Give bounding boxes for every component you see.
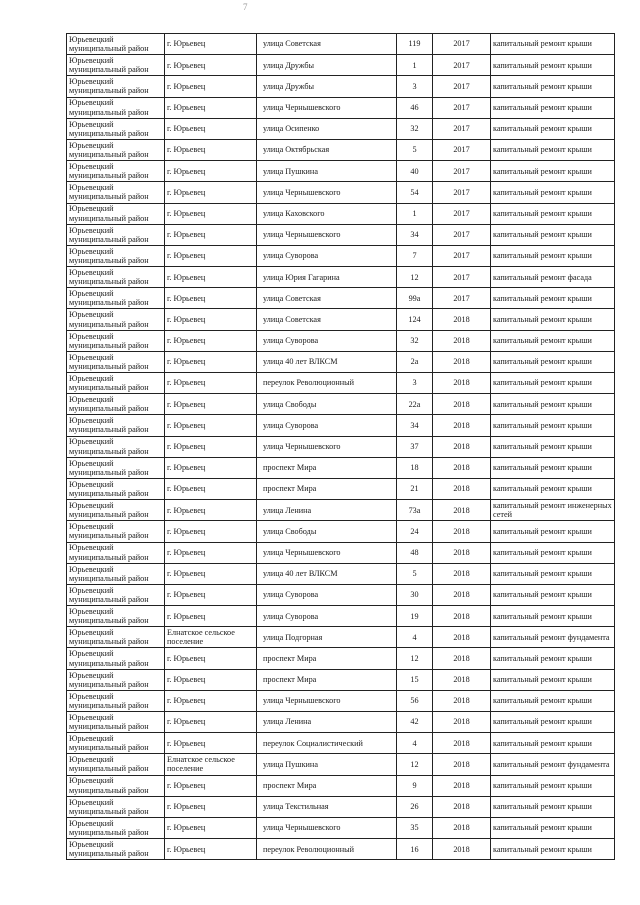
year-cell: 2017 bbox=[433, 245, 491, 266]
year-cell: 2018 bbox=[433, 648, 491, 669]
table-row bbox=[67, 457, 615, 478]
district-cell: Юрьевецкий муниципальный район bbox=[67, 267, 165, 288]
district-cell: Юрьевецкий муниципальный район bbox=[67, 97, 165, 118]
house-cell: 3 bbox=[397, 76, 433, 97]
table-row bbox=[67, 542, 615, 563]
work-cell: капитальный ремонт крыши bbox=[491, 796, 615, 817]
district-cell: Юрьевецкий муниципальный район bbox=[67, 542, 165, 563]
district-cell: Юрьевецкий муниципальный район bbox=[67, 775, 165, 796]
house-cell: 4 bbox=[397, 733, 433, 754]
year-cell: 2017 bbox=[433, 76, 491, 97]
year-cell: 2018 bbox=[433, 309, 491, 330]
district-cell: Юрьевецкий муниципальный район bbox=[67, 351, 165, 372]
table-row bbox=[67, 224, 615, 245]
settlement-cell: г. Юрьевец bbox=[165, 733, 257, 754]
street-cell: улица Суворова bbox=[257, 606, 397, 627]
street-cell: улица Советская bbox=[257, 309, 397, 330]
settlement-cell: г. Юрьевец bbox=[165, 118, 257, 139]
street-cell: улица Чернышевского bbox=[257, 97, 397, 118]
table-row bbox=[67, 733, 615, 754]
street-cell: проспект Мира bbox=[257, 648, 397, 669]
table-row bbox=[67, 118, 615, 139]
house-cell: 18 bbox=[397, 457, 433, 478]
district-cell: Юрьевецкий муниципальный район bbox=[67, 394, 165, 415]
year-cell: 2018 bbox=[433, 373, 491, 394]
work-cell: капитальный ремонт крыши bbox=[491, 606, 615, 627]
district-cell: Юрьевецкий муниципальный район bbox=[67, 245, 165, 266]
settlement-cell: г. Юрьевец bbox=[165, 224, 257, 245]
year-cell: 2018 bbox=[433, 500, 491, 521]
settlement-cell: г. Юрьевец bbox=[165, 288, 257, 309]
work-cell: капитальный ремонт крыши bbox=[491, 55, 615, 76]
year-cell: 2018 bbox=[433, 733, 491, 754]
district-cell: Юрьевецкий муниципальный район bbox=[67, 669, 165, 690]
house-cell: 5 bbox=[397, 139, 433, 160]
street-cell: улица Текстильная bbox=[257, 796, 397, 817]
table-row bbox=[67, 309, 615, 330]
street-cell: улица Пушкина bbox=[257, 161, 397, 182]
table-row bbox=[67, 500, 615, 521]
table-row bbox=[67, 76, 615, 97]
house-cell: 35 bbox=[397, 817, 433, 838]
house-cell: 119 bbox=[397, 34, 433, 55]
settlement-cell: г. Юрьевец bbox=[165, 584, 257, 605]
work-cell: капитальный ремонт крыши bbox=[491, 309, 615, 330]
year-cell: 2018 bbox=[433, 415, 491, 436]
house-cell: 1 bbox=[397, 55, 433, 76]
district-cell: Юрьевецкий муниципальный район bbox=[67, 733, 165, 754]
table-row bbox=[67, 245, 615, 266]
house-cell: 3 bbox=[397, 373, 433, 394]
work-cell: капитальный ремонт крыши bbox=[491, 669, 615, 690]
street-cell: улица Ленина bbox=[257, 712, 397, 733]
district-cell: Юрьевецкий муниципальный район bbox=[67, 690, 165, 711]
work-cell: капитальный ремонт крыши bbox=[491, 288, 615, 309]
house-cell: 12 bbox=[397, 754, 433, 775]
district-cell: Юрьевецкий муниципальный район bbox=[67, 478, 165, 499]
year-cell: 2017 bbox=[433, 182, 491, 203]
table-row bbox=[67, 330, 615, 351]
year-cell: 2018 bbox=[433, 839, 491, 860]
street-cell: улица 40 лет ВЛКСМ bbox=[257, 563, 397, 584]
district-cell: Юрьевецкий муниципальный район bbox=[67, 648, 165, 669]
year-cell: 2018 bbox=[433, 521, 491, 542]
house-cell: 4 bbox=[397, 627, 433, 648]
house-cell: 48 bbox=[397, 542, 433, 563]
settlement-cell: г. Юрьевец bbox=[165, 521, 257, 542]
house-cell: 40 bbox=[397, 161, 433, 182]
settlement-cell: г. Юрьевец bbox=[165, 606, 257, 627]
house-cell: 42 bbox=[397, 712, 433, 733]
work-cell: капитальный ремонт крыши bbox=[491, 584, 615, 605]
house-cell: 16 bbox=[397, 839, 433, 860]
street-cell: проспект Мира bbox=[257, 775, 397, 796]
house-cell: 73а bbox=[397, 500, 433, 521]
table-row bbox=[67, 97, 615, 118]
work-cell: капитальный ремонт крыши bbox=[491, 76, 615, 97]
street-cell: улица Юрия Гагарина bbox=[257, 267, 397, 288]
district-cell: Юрьевецкий муниципальный район bbox=[67, 584, 165, 605]
street-cell: улица Чернышевского bbox=[257, 182, 397, 203]
year-cell: 2017 bbox=[433, 267, 491, 288]
work-cell: капитальный ремонт крыши bbox=[491, 733, 615, 754]
settlement-cell: г. Юрьевец bbox=[165, 436, 257, 457]
district-cell: Юрьевецкий муниципальный район bbox=[67, 817, 165, 838]
work-cell: капитальный ремонт крыши bbox=[491, 839, 615, 860]
year-cell: 2018 bbox=[433, 542, 491, 563]
street-cell: улица Ленина bbox=[257, 500, 397, 521]
street-cell: улица Октябрьская bbox=[257, 139, 397, 160]
street-cell: улица Советская bbox=[257, 34, 397, 55]
table-row bbox=[67, 182, 615, 203]
work-cell: капитальный ремонт крыши bbox=[491, 436, 615, 457]
district-cell: Юрьевецкий муниципальный район bbox=[67, 712, 165, 733]
year-cell: 2018 bbox=[433, 606, 491, 627]
table-row bbox=[67, 351, 615, 372]
house-cell: 34 bbox=[397, 415, 433, 436]
settlement-cell: Елнатское сельское поселение bbox=[165, 627, 257, 648]
district-cell: Юрьевецкий муниципальный район bbox=[67, 309, 165, 330]
table-row bbox=[67, 775, 615, 796]
district-cell: Юрьевецкий муниципальный район bbox=[67, 839, 165, 860]
house-cell: 46 bbox=[397, 97, 433, 118]
year-cell: 2018 bbox=[433, 796, 491, 817]
house-cell: 32 bbox=[397, 330, 433, 351]
year-cell: 2017 bbox=[433, 224, 491, 245]
page-mark: 7 bbox=[243, 2, 248, 12]
table-row bbox=[67, 796, 615, 817]
table-row bbox=[67, 712, 615, 733]
settlement-cell: г. Юрьевец bbox=[165, 203, 257, 224]
district-cell: Юрьевецкий муниципальный район bbox=[67, 415, 165, 436]
table-row bbox=[67, 55, 615, 76]
district-cell: Юрьевецкий муниципальный район bbox=[67, 500, 165, 521]
work-cell: капитальный ремонт крыши bbox=[491, 415, 615, 436]
table-row bbox=[67, 139, 615, 160]
house-cell: 9 bbox=[397, 775, 433, 796]
settlement-cell: г. Юрьевец bbox=[165, 55, 257, 76]
work-cell: капитальный ремонт крыши bbox=[491, 97, 615, 118]
work-cell: капитальный ремонт крыши bbox=[491, 118, 615, 139]
year-cell: 2018 bbox=[433, 478, 491, 499]
house-cell: 5 bbox=[397, 563, 433, 584]
house-cell: 21 bbox=[397, 478, 433, 499]
settlement-cell: г. Юрьевец bbox=[165, 669, 257, 690]
year-cell: 2018 bbox=[433, 627, 491, 648]
house-cell: 26 bbox=[397, 796, 433, 817]
district-cell: Юрьевецкий муниципальный район bbox=[67, 203, 165, 224]
year-cell: 2017 bbox=[433, 97, 491, 118]
work-cell: капитальный ремонт фасада bbox=[491, 267, 615, 288]
table-row bbox=[67, 669, 615, 690]
year-cell: 2018 bbox=[433, 351, 491, 372]
year-cell: 2018 bbox=[433, 457, 491, 478]
district-cell: Юрьевецкий муниципальный район bbox=[67, 224, 165, 245]
settlement-cell: г. Юрьевец bbox=[165, 415, 257, 436]
house-cell: 7 bbox=[397, 245, 433, 266]
settlement-cell: г. Юрьевец bbox=[165, 542, 257, 563]
work-cell: капитальный ремонт крыши bbox=[491, 161, 615, 182]
year-cell: 2018 bbox=[433, 690, 491, 711]
work-cell: капитальный ремонт крыши bbox=[491, 373, 615, 394]
year-cell: 2017 bbox=[433, 161, 491, 182]
house-cell: 24 bbox=[397, 521, 433, 542]
street-cell: улица Чернышевского bbox=[257, 436, 397, 457]
settlement-cell: г. Юрьевец bbox=[165, 97, 257, 118]
settlement-cell: г. Юрьевец bbox=[165, 34, 257, 55]
work-cell: капитальный ремонт фундамента bbox=[491, 627, 615, 648]
year-cell: 2018 bbox=[433, 436, 491, 457]
year-cell: 2017 bbox=[433, 203, 491, 224]
work-cell: капитальный ремонт крыши bbox=[491, 521, 615, 542]
work-cell: капитальный ремонт крыши bbox=[491, 245, 615, 266]
work-cell: капитальный ремонт крыши bbox=[491, 690, 615, 711]
street-cell: улица Дружбы bbox=[257, 55, 397, 76]
table-row bbox=[67, 373, 615, 394]
year-cell: 2018 bbox=[433, 669, 491, 690]
year-cell: 2018 bbox=[433, 817, 491, 838]
settlement-cell: г. Юрьевец bbox=[165, 373, 257, 394]
settlement-cell: г. Юрьевец bbox=[165, 817, 257, 838]
house-cell: 1 bbox=[397, 203, 433, 224]
settlement-cell: г. Юрьевец bbox=[165, 351, 257, 372]
street-cell: проспект Мира bbox=[257, 478, 397, 499]
house-cell: 99а bbox=[397, 288, 433, 309]
street-cell: проспект Мира bbox=[257, 669, 397, 690]
work-cell: капитальный ремонт крыши bbox=[491, 563, 615, 584]
district-cell: Юрьевецкий муниципальный район bbox=[67, 457, 165, 478]
street-cell: улица Советская bbox=[257, 288, 397, 309]
repair-program-table-sheet bbox=[66, 33, 614, 860]
table-row bbox=[67, 203, 615, 224]
table-row bbox=[67, 161, 615, 182]
table-row bbox=[67, 478, 615, 499]
table-row bbox=[67, 627, 615, 648]
work-cell: капитальный ремонт крыши bbox=[491, 542, 615, 563]
street-cell: улица Чернышевского bbox=[257, 817, 397, 838]
house-cell: 19 bbox=[397, 606, 433, 627]
house-cell: 15 bbox=[397, 669, 433, 690]
work-cell: капитальный ремонт крыши bbox=[491, 34, 615, 55]
district-cell: Юрьевецкий муниципальный район bbox=[67, 330, 165, 351]
house-cell: 12 bbox=[397, 267, 433, 288]
work-cell: капитальный ремонт крыши bbox=[491, 203, 615, 224]
table-body bbox=[67, 34, 615, 860]
district-cell: Юрьевецкий муниципальный район bbox=[67, 606, 165, 627]
year-cell: 2018 bbox=[433, 775, 491, 796]
house-cell: 2а bbox=[397, 351, 433, 372]
house-cell: 124 bbox=[397, 309, 433, 330]
work-cell: капитальный ремонт крыши bbox=[491, 330, 615, 351]
settlement-cell: г. Юрьевец bbox=[165, 182, 257, 203]
table-row bbox=[67, 267, 615, 288]
table-row bbox=[67, 563, 615, 584]
street-cell: улица Суворова bbox=[257, 330, 397, 351]
street-cell: проспект Мира bbox=[257, 457, 397, 478]
house-cell: 12 bbox=[397, 648, 433, 669]
district-cell: Юрьевецкий муниципальный район bbox=[67, 754, 165, 775]
settlement-cell: г. Юрьевец bbox=[165, 500, 257, 521]
street-cell: улица Суворова bbox=[257, 245, 397, 266]
district-cell: Юрьевецкий муниципальный район bbox=[67, 118, 165, 139]
table-row bbox=[67, 34, 615, 55]
house-cell: 54 bbox=[397, 182, 433, 203]
district-cell: Юрьевецкий муниципальный район bbox=[67, 161, 165, 182]
settlement-cell: г. Юрьевец bbox=[165, 330, 257, 351]
settlement-cell: г. Юрьевец bbox=[165, 648, 257, 669]
year-cell: 2017 bbox=[433, 55, 491, 76]
year-cell: 2018 bbox=[433, 584, 491, 605]
house-cell: 32 bbox=[397, 118, 433, 139]
work-cell: капитальный ремонт крыши bbox=[491, 394, 615, 415]
settlement-cell: Елнатское сельское поселение bbox=[165, 754, 257, 775]
street-cell: улица Чернышевского bbox=[257, 690, 397, 711]
district-cell: Юрьевецкий муниципальный район bbox=[67, 76, 165, 97]
district-cell: Юрьевецкий муниципальный район bbox=[67, 373, 165, 394]
year-cell: 2017 bbox=[433, 139, 491, 160]
street-cell: улица Чернышевского bbox=[257, 224, 397, 245]
settlement-cell: г. Юрьевец bbox=[165, 76, 257, 97]
street-cell: улица Суворова bbox=[257, 584, 397, 605]
district-cell: Юрьевецкий муниципальный район bbox=[67, 796, 165, 817]
settlement-cell: г. Юрьевец bbox=[165, 478, 257, 499]
table-row bbox=[67, 288, 615, 309]
table-row bbox=[67, 584, 615, 605]
year-cell: 2018 bbox=[433, 712, 491, 733]
table-row bbox=[67, 415, 615, 436]
table-row bbox=[67, 817, 615, 838]
district-cell: Юрьевецкий муниципальный район bbox=[67, 139, 165, 160]
work-cell: капитальный ремонт фундамента bbox=[491, 754, 615, 775]
work-cell: капитальный ремонт инженерных сетей bbox=[491, 500, 615, 521]
work-cell: капитальный ремонт крыши bbox=[491, 457, 615, 478]
settlement-cell: г. Юрьевец bbox=[165, 139, 257, 160]
table-row bbox=[67, 394, 615, 415]
house-cell: 56 bbox=[397, 690, 433, 711]
street-cell: улица Подгорная bbox=[257, 627, 397, 648]
district-cell: Юрьевецкий муниципальный район bbox=[67, 563, 165, 584]
district-cell: Юрьевецкий муниципальный район bbox=[67, 627, 165, 648]
street-cell: улица Чернышевского bbox=[257, 542, 397, 563]
house-cell: 34 bbox=[397, 224, 433, 245]
house-cell: 37 bbox=[397, 436, 433, 457]
settlement-cell: г. Юрьевец bbox=[165, 775, 257, 796]
district-cell: Юрьевецкий муниципальный район bbox=[67, 521, 165, 542]
year-cell: 2018 bbox=[433, 330, 491, 351]
repair-program-table bbox=[66, 33, 615, 860]
table-row bbox=[67, 648, 615, 669]
settlement-cell: г. Юрьевец bbox=[165, 563, 257, 584]
street-cell: переулок Революционный bbox=[257, 373, 397, 394]
street-cell: переулок Революционный bbox=[257, 839, 397, 860]
street-cell: улица Каховского bbox=[257, 203, 397, 224]
work-cell: капитальный ремонт крыши bbox=[491, 139, 615, 160]
work-cell: капитальный ремонт крыши bbox=[491, 648, 615, 669]
district-cell: Юрьевецкий муниципальный район bbox=[67, 182, 165, 203]
street-cell: улица 40 лет ВЛКСМ bbox=[257, 351, 397, 372]
settlement-cell: г. Юрьевец bbox=[165, 267, 257, 288]
district-cell: Юрьевецкий муниципальный район bbox=[67, 55, 165, 76]
table-row bbox=[67, 754, 615, 775]
house-cell: 22а bbox=[397, 394, 433, 415]
year-cell: 2017 bbox=[433, 34, 491, 55]
settlement-cell: г. Юрьевец bbox=[165, 309, 257, 330]
work-cell: капитальный ремонт крыши bbox=[491, 224, 615, 245]
settlement-cell: г. Юрьевец bbox=[165, 839, 257, 860]
settlement-cell: г. Юрьевец bbox=[165, 161, 257, 182]
street-cell: улица Суворова bbox=[257, 415, 397, 436]
settlement-cell: г. Юрьевец bbox=[165, 245, 257, 266]
work-cell: капитальный ремонт крыши bbox=[491, 817, 615, 838]
table-row bbox=[67, 839, 615, 860]
work-cell: капитальный ремонт крыши bbox=[491, 478, 615, 499]
house-cell: 30 bbox=[397, 584, 433, 605]
street-cell: улица Пушкина bbox=[257, 754, 397, 775]
year-cell: 2017 bbox=[433, 288, 491, 309]
work-cell: капитальный ремонт крыши bbox=[491, 351, 615, 372]
street-cell: улица Свободы bbox=[257, 521, 397, 542]
district-cell: Юрьевецкий муниципальный район bbox=[67, 436, 165, 457]
table-row bbox=[67, 521, 615, 542]
district-cell: Юрьевецкий муниципальный район bbox=[67, 288, 165, 309]
table-row bbox=[67, 606, 615, 627]
street-cell: улица Свободы bbox=[257, 394, 397, 415]
street-cell: улица Дружбы bbox=[257, 76, 397, 97]
settlement-cell: г. Юрьевец bbox=[165, 394, 257, 415]
work-cell: капитальный ремонт крыши bbox=[491, 712, 615, 733]
year-cell: 2018 bbox=[433, 394, 491, 415]
work-cell: капитальный ремонт крыши bbox=[491, 775, 615, 796]
table-row bbox=[67, 436, 615, 457]
settlement-cell: г. Юрьевец bbox=[165, 690, 257, 711]
street-cell: переулок Социалистический bbox=[257, 733, 397, 754]
year-cell: 2017 bbox=[433, 118, 491, 139]
year-cell: 2018 bbox=[433, 754, 491, 775]
district-cell: Юрьевецкий муниципальный район bbox=[67, 34, 165, 55]
settlement-cell: г. Юрьевец bbox=[165, 457, 257, 478]
work-cell: капитальный ремонт крыши bbox=[491, 182, 615, 203]
year-cell: 2018 bbox=[433, 563, 491, 584]
table-row bbox=[67, 690, 615, 711]
street-cell: улица Осипенко bbox=[257, 118, 397, 139]
settlement-cell: г. Юрьевец bbox=[165, 712, 257, 733]
settlement-cell: г. Юрьевец bbox=[165, 796, 257, 817]
